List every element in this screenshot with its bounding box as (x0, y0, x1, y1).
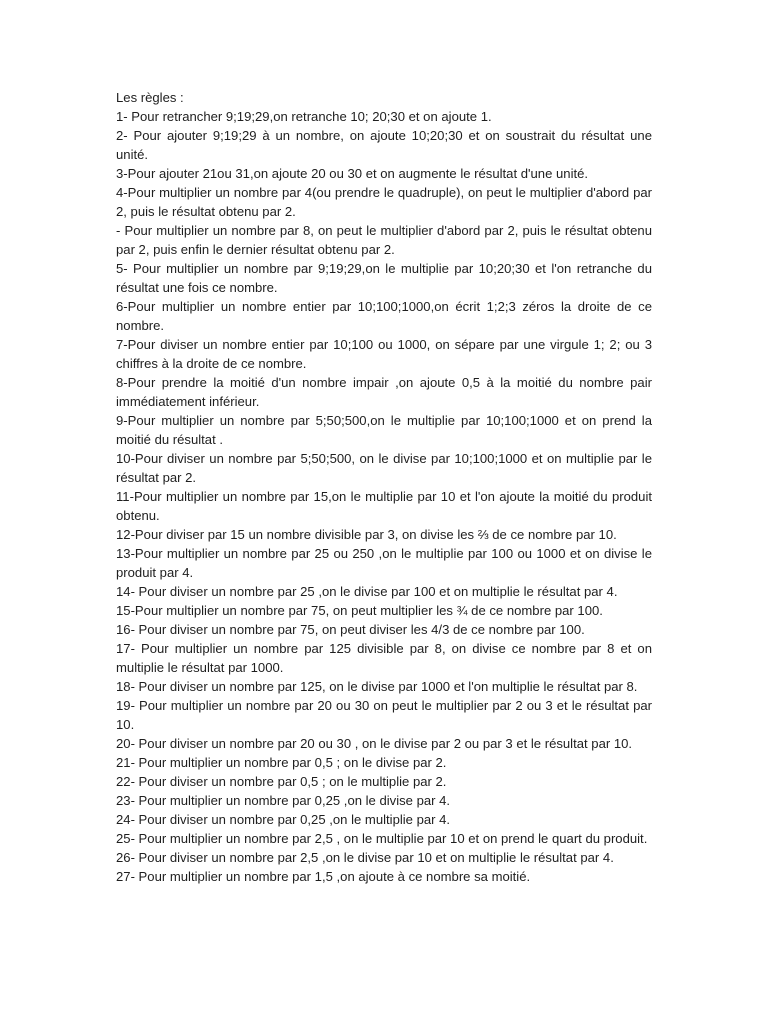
rule-8: 8-Pour prendre la moitié d'un nombre impair ,on ajoute 0,5 à la moitié du nombre pair immédiatement inférieur. (116, 375, 652, 409)
rule-4-multiply-by-8: - Pour multiplier un nombre par 8, on peut le multiplier d'abord par 2, puis le résultat obtenu par 2, puis enfin le dernier résultat obtenu par 2. (116, 223, 652, 257)
rule-2: 2- Pour ajouter 9;19;29 à un nombre, on ajoute 10;20;30 et on soustrait du résultat une unité. (116, 128, 652, 162)
rule-23: 23- Pour multiplier un nombre par 0,25 ,on le divise par 4. (116, 793, 451, 808)
rule-10: 10-Pour diviser un nombre par 5;50;500, on le divise par 10;100;1000 et on multiplie par le résultat par 2. (116, 451, 652, 485)
rule-24: 24- Pour diviser un nombre par 0,25 ,on le multiplie par 4. (116, 812, 451, 827)
rule-9: 9-Pour multiplier un nombre par 5;50;500,on le multiplie par 10;100;1000 et on prend la moitié du résultat . (116, 413, 652, 447)
rule-12: 12-Pour diviser par 15 un nombre divisible par 3, on divise les ⅔ de ce nombre par 10. (116, 527, 617, 542)
rule-18: 18- Pour diviser un nombre par 125, on le divise par 1000 et l'on multiplie le résultat par 8. (116, 679, 638, 694)
rule-4: 4-Pour multiplier un nombre par 4(ou prendre le quadruple), on peut le multiplier d'abord par 2, puis le résultat obtenu par 2. (116, 185, 652, 219)
rule-7: 7-Pour diviser un nombre entier par 10;100 ou 1000, on sépare par une virgule 1; 2; ou 3 chiffres à la droite de ce nombre. (116, 337, 652, 371)
rule-27: 27- Pour multiplier un nombre par 1,5 ,on ajoute à ce nombre sa moitié. (116, 869, 531, 884)
rule-26: 26- Pour diviser un nombre par 2,5 ,on le divise par 10 et on multiplie le résultat par 4. (116, 850, 614, 865)
rule-25: 25- Pour multiplier un nombre par 2,5 , on le multiplie par 10 et on prend le quart du produit. (116, 831, 648, 846)
rule-11: 11-Pour multiplier un nombre par 15,on le multiplie par 10 et l'on ajoute la moitié du produit obtenu. (116, 489, 652, 523)
rule-1: 1- Pour retrancher 9;19;29,on retranche 10; 20;30 et on ajoute 1. (116, 109, 492, 124)
rule-13: 13-Pour multiplier un nombre par 25 ou 250 ,on le multiplie par 100 ou 1000 et on divise le produit par 4. (116, 546, 652, 580)
rule-20: 20- Pour diviser un nombre par 20 ou 30 , on le divise par 2 ou par 3 et le résultat par 10. (116, 736, 633, 751)
rule-15: 15-Pour multiplier un nombre par 75, on peut multiplier les ¾ de ce nombre par 100. (116, 603, 603, 618)
rule-3: 3-Pour ajouter 21ou 31,on ajoute 20 ou 30 et on augmente le résultat d'une unité. (116, 166, 589, 181)
rule-21: 21- Pour multiplier un nombre par 0,5 ; on le divise par 2. (116, 755, 447, 770)
rule-17: 17- Pour multiplier un nombre par 125 divisible par 8, on divise ce nombre par 8 et on multiplie le résultat par 1000. (116, 641, 652, 675)
rule-5: 5- Pour multiplier un nombre par 9;19;29,on le multiplie par 10;20;30 et l'on retranche du résultat une fois ce nombre. (116, 261, 652, 295)
document-heading: Les règles : (116, 90, 184, 105)
rule-6: 6-Pour multiplier un nombre entier par 10;100;1000,on écrit 1;2;3 zéros la droite de ce nombre. (116, 299, 652, 333)
rule-19: 19- Pour multiplier un nombre par 20 ou 30 on peut le multiplier par 2 ou 3 et le résultat par 10. (116, 698, 652, 732)
rule-22: 22- Pour diviser un nombre par 0,5 ; on le multiplie par 2. (116, 774, 447, 789)
rule-16: 16- Pour diviser un nombre par 75, on peut diviser les 4/3 de ce nombre par 100. (116, 622, 585, 637)
rule-14: 14- Pour diviser un nombre par 25 ,on le divise par 100 et on multiplie le résultat par 4. (116, 584, 618, 599)
document-page (116, 88, 652, 886)
